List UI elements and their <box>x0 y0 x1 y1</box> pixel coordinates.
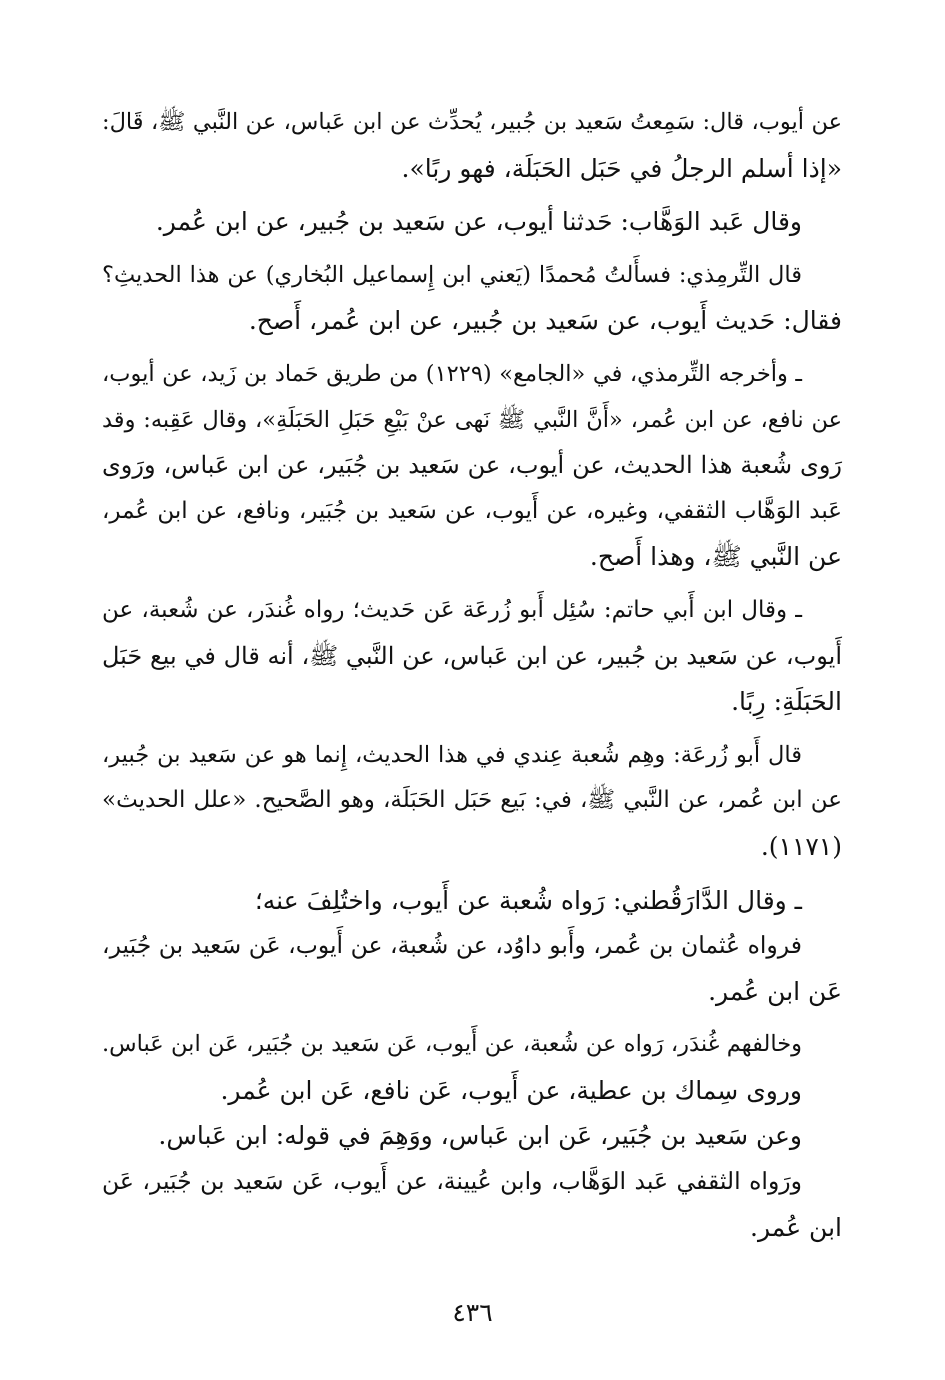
text-line: وخالفهم غُندَر، رَواه عن شُعبة، عن أَيوب، عَن سَعيد بن جُبَير، عَن ابن عَباس. <box>102 1031 802 1058</box>
text-line: عن النَّبي ﷺ، وهذا أَصح. <box>589 542 842 572</box>
body-text <box>102 100 842 1250</box>
text-line: فرواه عُثمان بن عُمر، وأَبو داوُد، عن شُعبة، عن أَيوب، عَن سَعيد بن جُبَير، <box>102 931 802 960</box>
text-line: عن ابن عُمر، عن النَّبي ﷺ، في: بَيع حَبَل الحَبَلَة، وهو الصَّحيح. «علل الحديث» <box>102 787 842 814</box>
text-line: عن نافع، عن ابن عُمر، «أَنَّ النَّبي ﷺ نَهى عنْ بَيْعِ حَبَلِ الحَبَلَةِ»، وقال عَقِبه: وقد <box>102 406 842 433</box>
text-line: ـ وأخرجه التِّرمذي، في «الجامع» (١٢٢٩) من طريق حَماد بن زَيد، عن أيوب، <box>102 360 802 387</box>
text-line: قال التِّرمِذي: فسأَلتُ مُحمدًا (يَعني ابن إِسماعيل البُخاري) عن هذا الحديثِ؟ <box>102 261 802 288</box>
text-line: وقال عَبد الوَهَّاب: حَدثنا أيوب، عن سَعيد بن جُبير، عن ابن عُمر. <box>155 207 802 237</box>
text-line: عَن ابن عُمر. <box>708 976 842 1006</box>
text-line: ابن عُمر. <box>750 1212 842 1242</box>
text-line: عن أيوب، قال: سَمِعتُ سَعيد بن جُبير، يُحدِّث عن ابن عَباس، عن النَّبي ﷺ، قَالَ: <box>102 109 842 135</box>
text-line: (١١٧١). <box>760 831 842 861</box>
text-line: رَوى شُعبة هذا الحديث، عن أيوب، عن سَعيد بن جُبَير، عن ابن عَباس، ورَوى <box>102 451 842 480</box>
text-line: قال أَبو زُرعَة: وهِم شُعبة عِندي في هذا الحديث، إِنما هو عن سَعيد بن جُبير، <box>102 741 802 768</box>
text-line: ورَواه الثقفي عَبد الوَهَّاب، وابن عُيينة، عن أَيوب، عَن سَعيد بن جُبَير، عَن <box>102 1167 802 1196</box>
text-line: «إذا أسلم الرجلُ في حَبَل الحَبَلَة، فهو ربًا». <box>401 153 842 183</box>
text-line: الحَبَلَةِ: رِبًا. <box>731 687 842 717</box>
page-number: ٤٣٦ <box>452 1298 493 1327</box>
text-line: أَيوب، عن سَعيد بن جُبير، عن ابن عَباس، عن النَّبي ﷺ، أنه قال في بيع حَبَل <box>102 641 842 670</box>
text-line: ـ وقال الدَّارَقُطني: رَواه شُعبة عن أَيوب، واختُلِفَ عنه؛ <box>254 885 802 915</box>
text-line: عَبد الوَهَّاب الثقفي، وغيره، عن أَيوب، عن سَعيد بن جُبَير، ونافع، عن ابن عُمر، <box>102 497 842 524</box>
text-line: فقال: حَديث أَيوب، عن سَعيد بن جُبير، عن ابن عُمر، أَصح. <box>248 306 842 336</box>
text-line: وعن سَعيد بن جُبَير، عَن ابن عَباس، ووَهِمَ في قوله: ابن عَباس. <box>158 1121 802 1151</box>
text-line: وروى سِماك بن عطية، عن أَيوب، عَن نافع، عَن ابن عُمر. <box>220 1075 802 1105</box>
text-line: ـ وقال ابن أَبي حاتم: سُئِل أَبو زُرعَة عَن حَديث؛ رواه غُندَر، عن شُعبة، عن <box>102 596 802 623</box>
